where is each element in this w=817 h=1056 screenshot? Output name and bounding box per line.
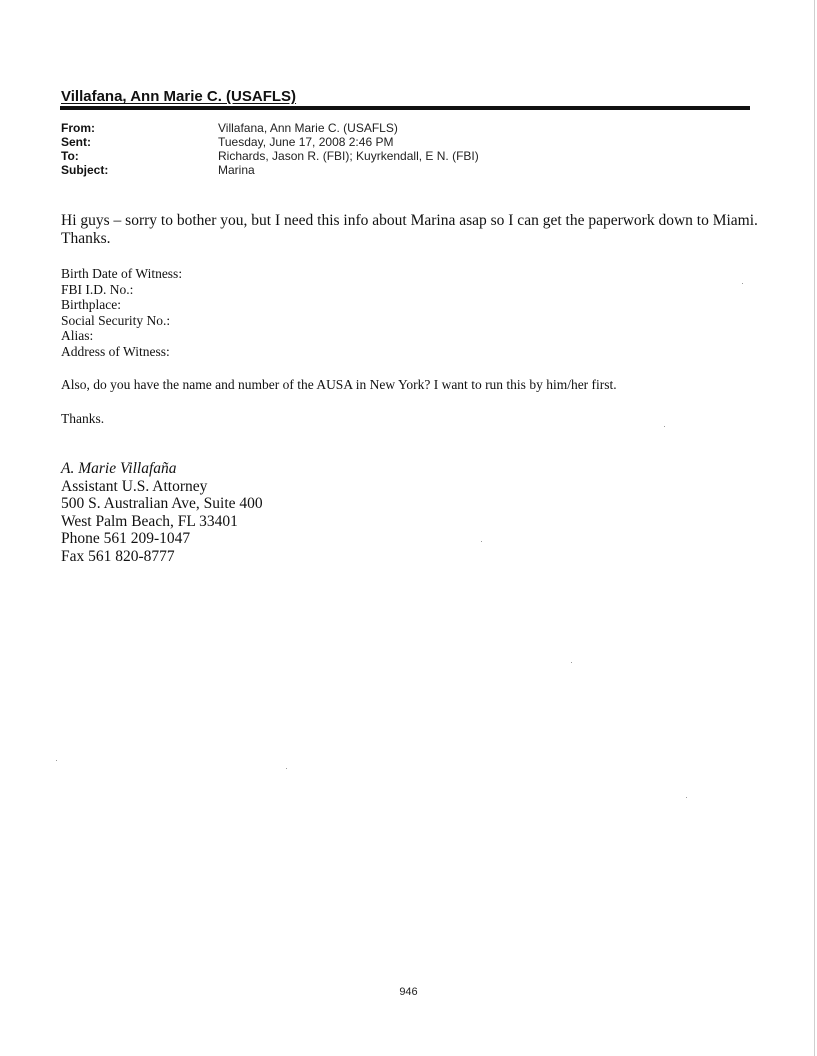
signature-name: A. Marie Villafaña bbox=[61, 460, 177, 477]
witness-info-fields bbox=[61, 266, 182, 360]
sent-row bbox=[61, 135, 479, 149]
intro-thanks: Thanks. bbox=[61, 230, 111, 247]
scan-edge-line bbox=[814, 0, 815, 1056]
field-alias: Alias: bbox=[61, 328, 94, 344]
scan-speck bbox=[664, 426, 665, 427]
subject-label: Subject: bbox=[61, 163, 109, 177]
from-label: From: bbox=[61, 121, 95, 135]
to-value: Richards, Jason R. (FBI); Kuyrkendall, E N. (FBI) bbox=[218, 149, 479, 163]
scan-speck bbox=[686, 797, 687, 798]
ausa-question: Also, do you have the name and number of the AUSA in New York? I want to run this by him/her first. bbox=[61, 377, 617, 392]
field-birthplace: Birthplace: bbox=[61, 297, 121, 313]
scan-speck bbox=[56, 760, 57, 761]
scan-speck bbox=[742, 283, 743, 284]
scan-speck bbox=[286, 768, 287, 769]
sender-title: Villafana, Ann Marie C. (USAFLS) bbox=[61, 88, 297, 105]
scan-speck bbox=[571, 662, 572, 663]
sent-value: Tuesday, June 17, 2008 2:46 PM bbox=[218, 135, 394, 149]
from-row bbox=[61, 121, 479, 135]
field-ssn: Social Security No.: bbox=[61, 312, 171, 328]
to-row bbox=[61, 149, 479, 163]
field-fbi-id: FBI I.D. No.: bbox=[61, 281, 134, 297]
page-number: 946 bbox=[399, 986, 418, 998]
closing-thanks: Thanks. bbox=[61, 411, 105, 426]
signature-phone: Phone 561 209-1047 bbox=[61, 530, 191, 547]
email-intro bbox=[61, 212, 761, 248]
email-header-fields bbox=[61, 121, 479, 177]
to-label: To: bbox=[61, 149, 79, 163]
field-birth-date: Birth Date of Witness: bbox=[61, 266, 183, 281]
scan-speck bbox=[481, 541, 482, 542]
signature-block bbox=[61, 460, 263, 565]
header-divider bbox=[60, 106, 750, 110]
from-value: Villafana, Ann Marie C. (USAFLS) bbox=[218, 121, 398, 135]
signature-address-line2: West Palm Beach, FL 33401 bbox=[61, 512, 238, 530]
subject-value: Marina bbox=[218, 163, 255, 177]
intro-line: Hi guys – sorry to bother you, but I need this info about Marina asap so I can get the paperwork down to Miami. bbox=[61, 212, 758, 229]
subject-row bbox=[61, 163, 479, 177]
signature-title: Assistant U.S. Attorney bbox=[61, 477, 208, 495]
sent-label: Sent: bbox=[61, 135, 91, 149]
signature-fax: Fax 561 820-8777 bbox=[61, 547, 175, 565]
signature-address-line1: 500 S. Australian Ave, Suite 400 bbox=[61, 495, 263, 512]
field-address: Address of Witness: bbox=[61, 343, 170, 359]
